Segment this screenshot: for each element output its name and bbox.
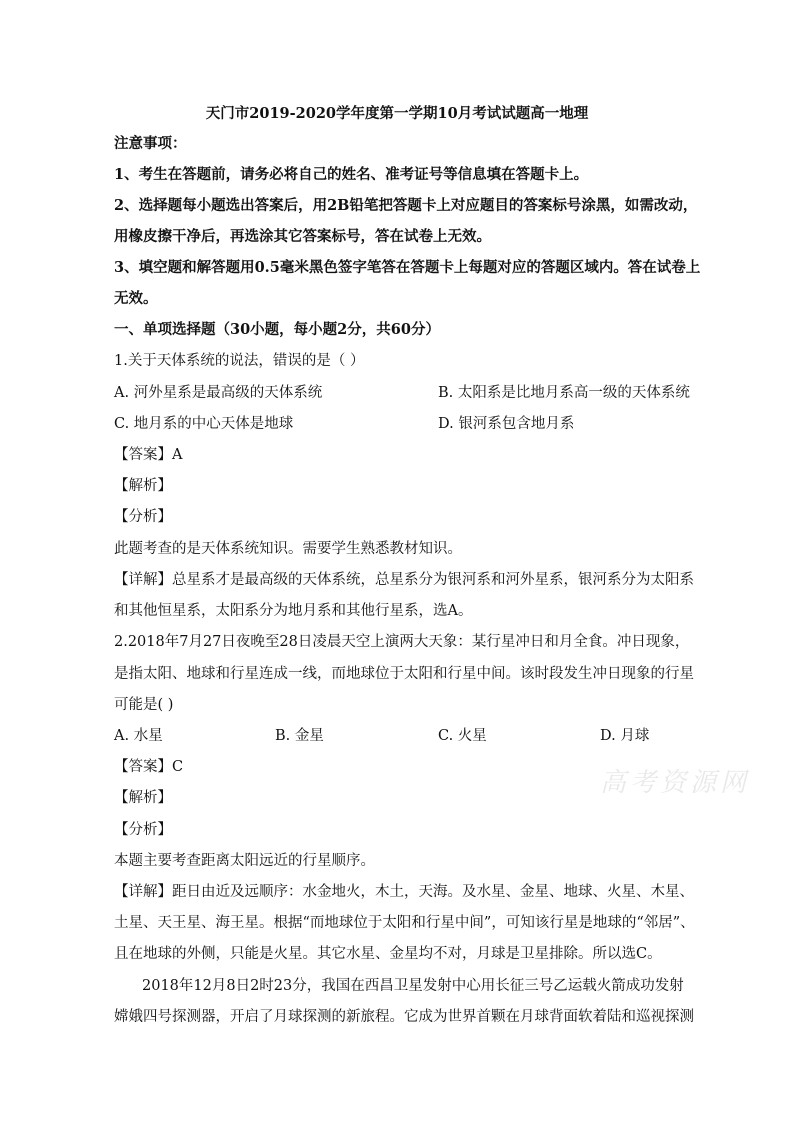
notice-item-2-line-1: 2、选择题每小题选出答案后，用2B铅笔把答题卡上对应题目的答案标号涂黑，如需改动， — [114, 197, 698, 214]
question-1-detail-line-2: 和其他恒星系，太阳系分为地月系和其他行星系，选A。 — [114, 603, 473, 619]
notice-item-3-line-1: 3、填空题和解答题用0.5毫米黑色签字笔答在答题卡上每题对应的答题区域内。答在试卷上 — [114, 259, 701, 276]
question-1-answer: 【答案】A — [114, 447, 183, 463]
question-2-detail-line-3: 且在地球的外侧，只能是火星。其它水星、金星均不对，月球是卫星排除。所以选C。 — [114, 946, 662, 962]
section-heading: 一、单项选择题（30小题，每小题2分，共60分） — [114, 321, 440, 338]
notice-item-1: 1、考生在答题前，请务必将自己的姓名、准考证号等信息填在答题卡上。 — [114, 166, 589, 183]
question-1-option-d: D. 银河系包含地月系 — [438, 416, 575, 432]
question-2-option-b: B. 金星 — [275, 728, 324, 744]
page-title: 天门市2019-2020学年度第一学期10月考试试题高一地理 — [205, 105, 589, 122]
question-1-fenxi-label: 【分析】 — [114, 509, 172, 525]
notice-item-2-line-2: 用橡皮擦干净后，再选涂其它答案标号，答在试卷上无效。 — [114, 228, 491, 245]
question-2-answer: 【答案】C — [114, 759, 184, 775]
question-2-option-d: D. 月球 — [600, 728, 650, 744]
question-1-stem: 1.关于天体系统的说法，错误的是（ ） — [114, 353, 365, 369]
question-1-option-a: A. 河外星系是最高级的天体系统 — [114, 385, 323, 401]
question-1-jiexi-label: 【解析】 — [114, 478, 172, 494]
question-2-stem-line-2: 是指太阳、地球和行星连成一线，而地球位于太阳和行星中间。该时段发生冲日现象的行星 — [114, 666, 694, 682]
question-2-option-a: A. 水星 — [114, 728, 163, 744]
question-2-analysis: 本题主要考查距离太阳远近的行星顺序。 — [114, 853, 375, 869]
question-2-jiexi-label: 【解析】 — [114, 790, 172, 806]
question-2-detail-line-1: 【详解】距日由近及远顺序：水金地火，木土，天海。及水星、金星、地球、火星、木星、 — [114, 884, 694, 900]
watermark-logo: 高考资源网 — [600, 768, 751, 798]
question-1-analysis: 此题考查的是天体系统知识。需要学生熟悉教材知识。 — [114, 541, 462, 557]
question-2-stem-line-1: 2.2018年7月27日夜晚至28日凌晨天空上演两大天象：某行星冲日和月全食。冲日现象， — [114, 634, 690, 650]
notice-item-3-line-2: 无效。 — [114, 290, 158, 307]
passage-line-1: 2018年12月8日2时23分，我国在西昌卫星发射中心用长征三号乙运载火箭成功发射 — [142, 978, 684, 994]
passage-line-2: 嫦娥四号探测器，开启了月球探测的新旅程。它成为世界首颗在月球背面软着陆和巡视探测 — [114, 1009, 694, 1025]
question-1-option-b: B. 太阳系是比地月系高一级的天体系统 — [438, 385, 690, 401]
question-2-fenxi-label: 【分析】 — [114, 822, 172, 838]
question-1-detail-line-1: 【详解】总星系才是最高级的天体系统，总星系分为银河系和河外星系，银河系分为太阳系 — [114, 572, 694, 588]
question-2-option-c: C. 火星 — [438, 728, 487, 744]
notice-heading: 注意事项： — [114, 135, 187, 152]
question-1-option-c: C. 地月系的中心天体是地球 — [114, 416, 294, 432]
question-2-detail-line-2: 土星、天王星、海王星。根据“而地球位于太阳和行星中间”，可知该行星是地球的“邻居”、 — [114, 915, 695, 931]
question-2-stem-line-3: 可能是( ) — [114, 697, 174, 713]
